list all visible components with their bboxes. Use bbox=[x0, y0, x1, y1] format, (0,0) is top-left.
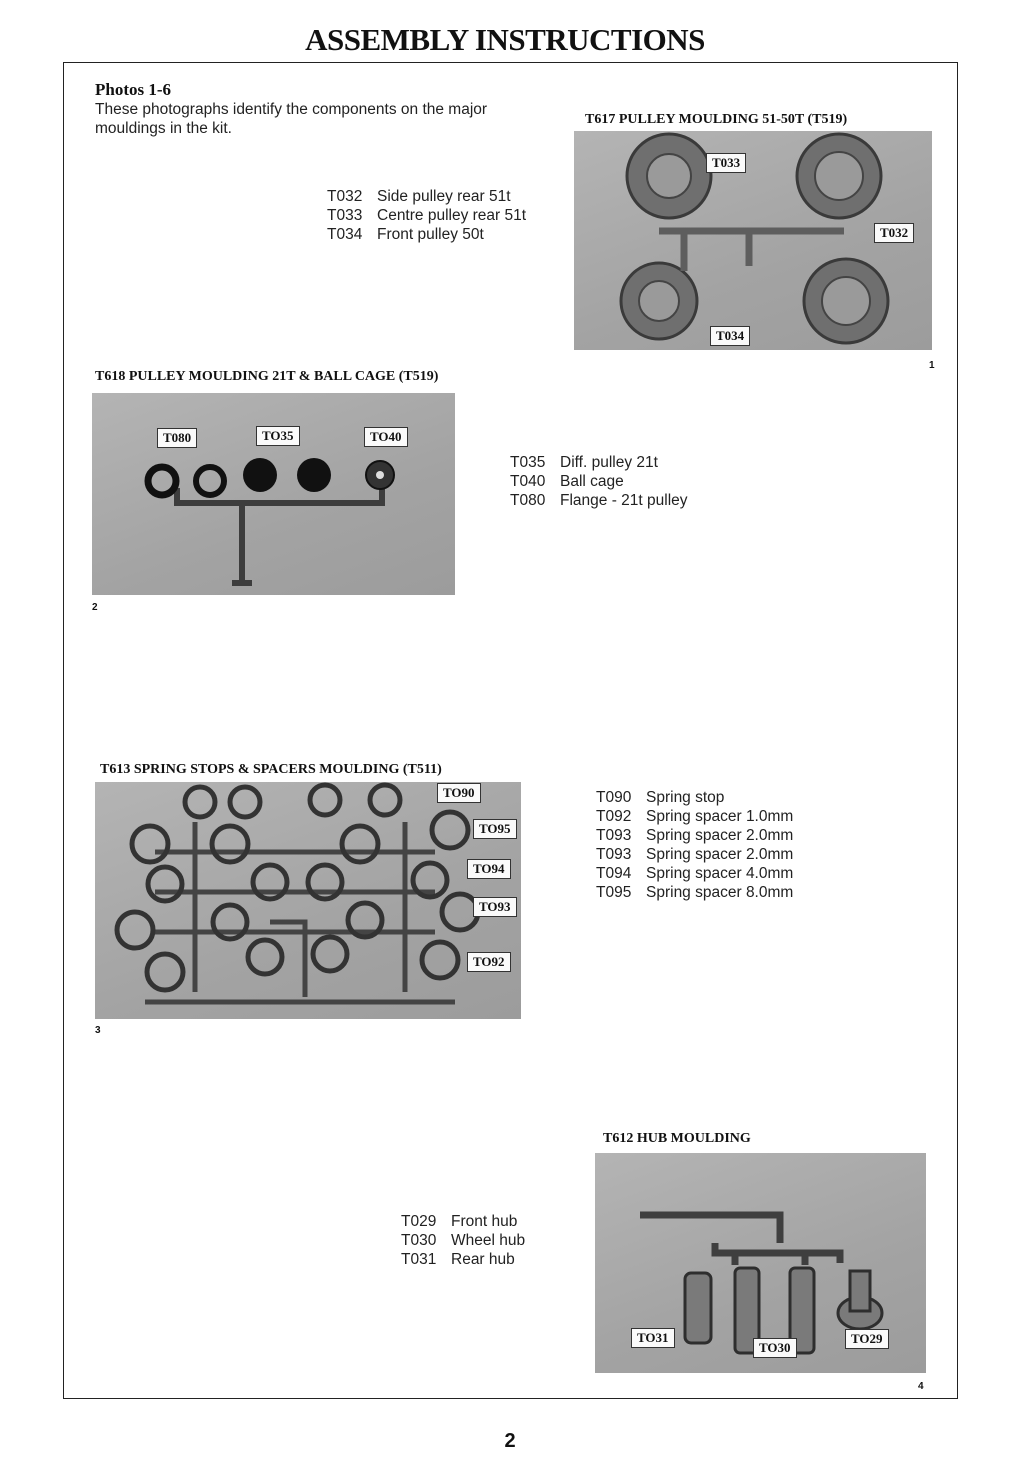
page-number: 2 bbox=[504, 1430, 516, 1452]
section4-caption: T612 HUB MOULDING bbox=[603, 1131, 751, 1146]
spring-spacers-moulding-illustration bbox=[95, 782, 521, 1019]
photo-number-1: 1 bbox=[929, 360, 935, 371]
photo-4 bbox=[595, 1153, 926, 1373]
photo-1 bbox=[574, 131, 932, 350]
list-item: T034 Front pulley 50t bbox=[327, 226, 484, 243]
label-t029: TO29 bbox=[845, 1329, 889, 1349]
label-t094: TO94 bbox=[467, 859, 511, 879]
list-item: T032 Side pulley rear 51t bbox=[327, 188, 511, 205]
section1-caption: T617 PULLEY MOULDING 51-50T (T519) bbox=[585, 112, 848, 127]
label-t035: TO35 bbox=[256, 426, 300, 446]
photo-2 bbox=[92, 393, 455, 595]
section2-caption: T618 PULLEY MOULDING 21T & BALL CAGE (T519) bbox=[95, 369, 439, 384]
section3-caption: T613 SPRING STOPS & SPACERS MOULDING (T511) bbox=[100, 762, 442, 777]
label-t031: TO31 bbox=[631, 1328, 675, 1348]
section1-parts-list bbox=[327, 187, 526, 244]
intro-heading: Photos 1-6 bbox=[95, 80, 172, 99]
section4-parts-list bbox=[401, 1212, 525, 1269]
list-item: T029 Front hub bbox=[401, 1213, 518, 1230]
list-item: T033 Centre pulley rear 51t bbox=[327, 207, 527, 224]
list-item: T092 Spring spacer 1.0mm bbox=[596, 808, 794, 825]
list-item: T094 Spring spacer 4.0mm bbox=[596, 865, 794, 882]
list-item: T035 Diff. pulley 21t bbox=[510, 454, 658, 471]
label-t034: T034 bbox=[710, 326, 750, 346]
list-item: T030 Wheel hub bbox=[401, 1232, 526, 1249]
label-t040: TO40 bbox=[364, 427, 408, 447]
list-item: T095 Spring spacer 8.0mm bbox=[596, 884, 794, 901]
label-t080: T080 bbox=[157, 428, 197, 448]
photo-number-4: 4 bbox=[918, 1381, 924, 1392]
label-t090: TO90 bbox=[437, 783, 481, 803]
photo-number-2: 2 bbox=[92, 602, 98, 613]
label-t095: TO95 bbox=[473, 819, 517, 839]
section3-parts-list bbox=[596, 788, 793, 902]
label-t092: TO92 bbox=[467, 952, 511, 972]
photo-number-3: 3 bbox=[95, 1025, 101, 1036]
label-t030: TO30 bbox=[753, 1338, 797, 1358]
page-title: ASSEMBLY INSTRUCTIONS bbox=[305, 22, 705, 57]
label-t033: T033 bbox=[706, 153, 746, 173]
label-t093: TO93 bbox=[473, 897, 517, 917]
intro-text: These photographs identify the components on the major mouldings in the kit. bbox=[95, 101, 488, 137]
list-item: T080 Flange - 21t pulley bbox=[510, 492, 688, 509]
list-item: T093 Spring spacer 2.0mm bbox=[596, 846, 794, 863]
section2-parts-list bbox=[510, 453, 688, 510]
list-item: T093 Spring spacer 2.0mm bbox=[596, 827, 794, 844]
photo-3 bbox=[95, 782, 521, 1019]
list-item: T031 Rear hub bbox=[401, 1251, 515, 1268]
list-item: T040 Ball cage bbox=[510, 473, 624, 490]
list-item: T090 Spring stop bbox=[596, 789, 725, 806]
ball-cage-moulding-illustration bbox=[92, 393, 455, 595]
label-t032: T032 bbox=[874, 223, 914, 243]
